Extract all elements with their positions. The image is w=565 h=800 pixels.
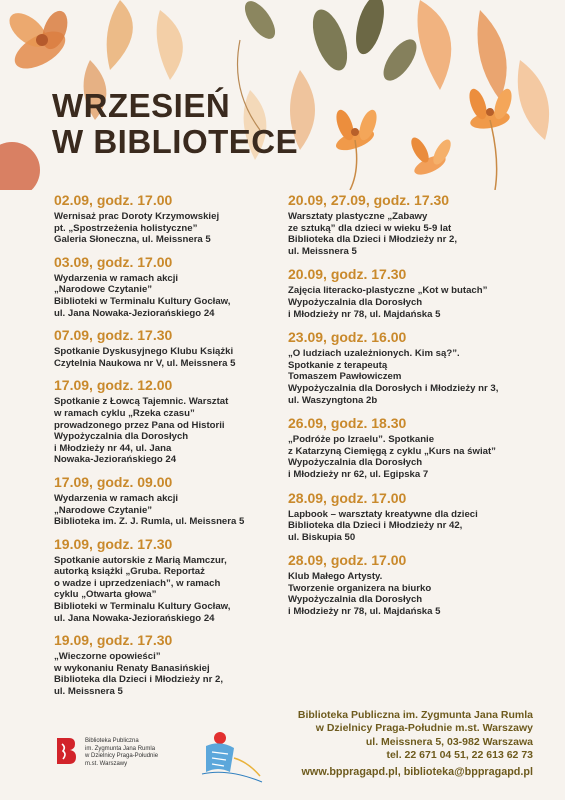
event-description-line: „Narodowe Czytanie” <box>54 284 153 296</box>
event-date: 17.09, godz. 09.00 <box>54 473 173 490</box>
event-description-line: prowadzonego przez Pana od Historii <box>54 419 225 431</box>
event-description-line: „O ludziach uzależnionych. Kim są?”. <box>288 348 460 360</box>
event-date: 19.09, godz. 17.30 <box>54 535 173 552</box>
title-line-2: W BIBLIOTECE <box>52 123 299 160</box>
logo-text-line: Biblioteka Publiczna <box>85 738 139 744</box>
event-date: 26.09, godz. 18.30 <box>288 415 407 432</box>
logo-text-line: w Dzielnicy Praga-Południe <box>85 753 159 759</box>
event-date: 03.09, godz. 17.00 <box>54 253 173 270</box>
event-description-line: i Młodzieży nr 62, ul. Egipska 7 <box>288 468 429 480</box>
event-description-line: „Podróże po Izraelu”. Spotkanie <box>288 434 435 446</box>
event-description-line: w wykonaniu Renaty Banasińskiej <box>54 662 210 674</box>
event-description-line: Biblioteka dla Dzieci i Młodzieży nr 42, <box>288 520 463 532</box>
event-description-line: Spotkanie autorskie z Marią Mamczur, <box>54 554 227 566</box>
event-description-line: Wydarzenia w ramach akcji <box>54 272 179 284</box>
contact-line: w Dzielnicy Praga-Południe m.st. Warszawy <box>315 722 533 735</box>
event-description-line: ul. Jana Nowaka-Jeziorańskiego 24 <box>54 612 215 624</box>
event-description-line: Nowaka-Jeziorańskiego 24 <box>54 454 177 466</box>
event-description-line: Wypożyczalnia dla Dorosłych <box>288 457 423 469</box>
event-description-line: Wypożyczalnia dla Dorosłych <box>288 594 423 606</box>
event-description-line: i Młodzieży nr 44, ul. Jana <box>54 442 172 454</box>
title-line-1: WRZESIEŃ <box>52 87 231 124</box>
event-item <box>288 490 558 544</box>
event-description-line: Zajęcia literacko-plastyczne „Kot w butach” <box>288 285 488 297</box>
event-description-line: ze sztuką” dla dzieci w wieku 5-9 lat <box>288 222 452 234</box>
event-description-line: Spotkanie Dyskusyjnego Klubu Książki <box>54 346 234 358</box>
event-description-line: Wernisaż prac Doroty Krzymowskiej <box>54 211 220 222</box>
event-description-line: z Katarzyną Ciemięgą z cyklu „Kurs na świat” <box>288 445 496 457</box>
seed-pod-icon <box>239 0 423 86</box>
event-date: 23.09, godz. 16.00 <box>288 329 407 346</box>
event-description-line: o wadze i uprzedzeniach”, w ramach <box>54 577 221 589</box>
event-item <box>288 266 558 320</box>
event-item <box>288 415 558 480</box>
event-item <box>288 192 558 257</box>
event-description-line: w ramach cyklu „Rzeka czasu” <box>54 407 195 419</box>
event-description-line: Biblioteka im. Z. J. Rumla, ul. Meissnera 5 <box>54 516 245 528</box>
event-description-line: Warsztaty plastyczne „Zabawy <box>288 211 428 222</box>
event-date: 20.09, 27.09, godz. 17.30 <box>288 192 450 208</box>
events-left-column <box>54 192 286 706</box>
event-description-line: Biblioteka dla Dzieci i Młodzieży nr 2, <box>288 234 457 246</box>
event-date: 28.09, godz. 17.00 <box>288 552 407 569</box>
event-date: 17.09, godz. 12.00 <box>54 377 173 394</box>
event-description-line: Wydarzenia w ramach akcji <box>54 492 179 504</box>
event-description-line: cyklu „Otwarta głowa” <box>54 589 157 601</box>
event-item <box>54 254 286 319</box>
contact-line: Biblioteka Publiczna im. Zygmunta Jana Rumla <box>297 709 533 721</box>
event-item <box>54 377 286 466</box>
library-contact <box>298 709 533 779</box>
event-description-line: Spotkanie z Łowcą Tajemnic. Warsztat <box>54 396 229 408</box>
event-description-line: autorką książki „Gruba. Reportaż <box>54 566 205 578</box>
event-description-line: Biblioteki w Terminalu Kultury Gocław, <box>54 295 231 307</box>
event-item <box>54 474 286 528</box>
website-email-link[interactable]: www.bppragapd.pl, biblioteka@bppragapd.pl <box>301 765 533 778</box>
event-date: 28.09, godz. 17.00 <box>288 489 407 506</box>
event-description-line: Biblioteka dla Dzieci i Młodzieży nr 2, <box>54 674 223 686</box>
flower-icon <box>3 7 72 76</box>
event-description-line: Biblioteki w Terminalu Kultury Gocław, <box>54 601 231 613</box>
contact-line: tel. 22 671 04 51, 22 613 62 73 <box>386 749 533 762</box>
event-description-line: i Młodzieży nr 78, ul. Majdańska 5 <box>288 606 441 618</box>
event-description-line: ul. Waszyngtona 2b <box>288 394 378 406</box>
event-description-line: pt. „Spostrzeżenia holistyczne” <box>54 222 198 234</box>
event-description-line: Tworzenie organizera na biurko <box>288 582 432 594</box>
event-description-line: ul. Meissnera 5 <box>288 245 357 257</box>
event-item <box>288 329 558 406</box>
event-description-line: Wypożyczalnia dla Dorosłych i Młodzieży nr 3, <box>288 382 499 394</box>
event-description-line: ul. Meissnera 5 <box>54 686 123 698</box>
contact-line: ul. Meissnera 5, 03-982 Warszawa <box>365 735 533 748</box>
event-item <box>54 536 286 625</box>
event-description-line: Wypożyczalnia dla Dorosłych <box>288 296 423 308</box>
logo-text-line: im. Zygmunta Jana Rumla <box>85 745 156 752</box>
library-logo-icon <box>55 736 77 766</box>
events-right-column <box>288 192 558 627</box>
library-logo <box>55 734 195 774</box>
event-item <box>54 632 286 697</box>
event-description-line: Lapbook – warsztaty kreatywne dla dzieci <box>288 508 478 520</box>
page-title <box>52 88 298 160</box>
event-date: 07.09, godz. 17.30 <box>54 327 173 344</box>
event-description-line: Tomaszem Pawłowiczem <box>288 371 402 383</box>
event-date: 19.09, godz. 17.30 <box>54 632 173 649</box>
event-description-line: Wypożyczalnia dla Dorosłych <box>54 431 189 443</box>
event-description-line: ul. Biskupia 50 <box>288 531 356 543</box>
event-description-line: „Wieczorne opowieści” <box>54 651 161 663</box>
flower-icon <box>408 135 454 179</box>
event-description-line: i Młodzieży nr 78, ul. Majdańska 5 <box>288 308 441 320</box>
logo-text-line: m.st. Warszawy <box>85 760 128 767</box>
event-description-line: „Narodowe Czytanie” <box>54 504 153 516</box>
event-description-line: Klub Małego Artysty. <box>288 571 383 583</box>
event-item <box>288 552 558 617</box>
event-description-line: Galeria Słoneczna, ul. Meissnera 5 <box>54 234 211 246</box>
event-date: 20.09, godz. 17.30 <box>288 266 407 283</box>
event-item <box>54 192 286 246</box>
event-description-line: Czytelnia Naukowa nr V, ul. Meissnera 5 <box>54 357 236 369</box>
event-description-line: ul. Jana Nowaka-Jeziorańskiego 24 <box>54 307 215 319</box>
event-item <box>54 327 286 369</box>
event-description-line: Spotkanie z terapeutą <box>288 359 388 371</box>
partner-logo <box>198 728 268 784</box>
event-date: 02.09, godz. 17.00 <box>54 192 173 208</box>
